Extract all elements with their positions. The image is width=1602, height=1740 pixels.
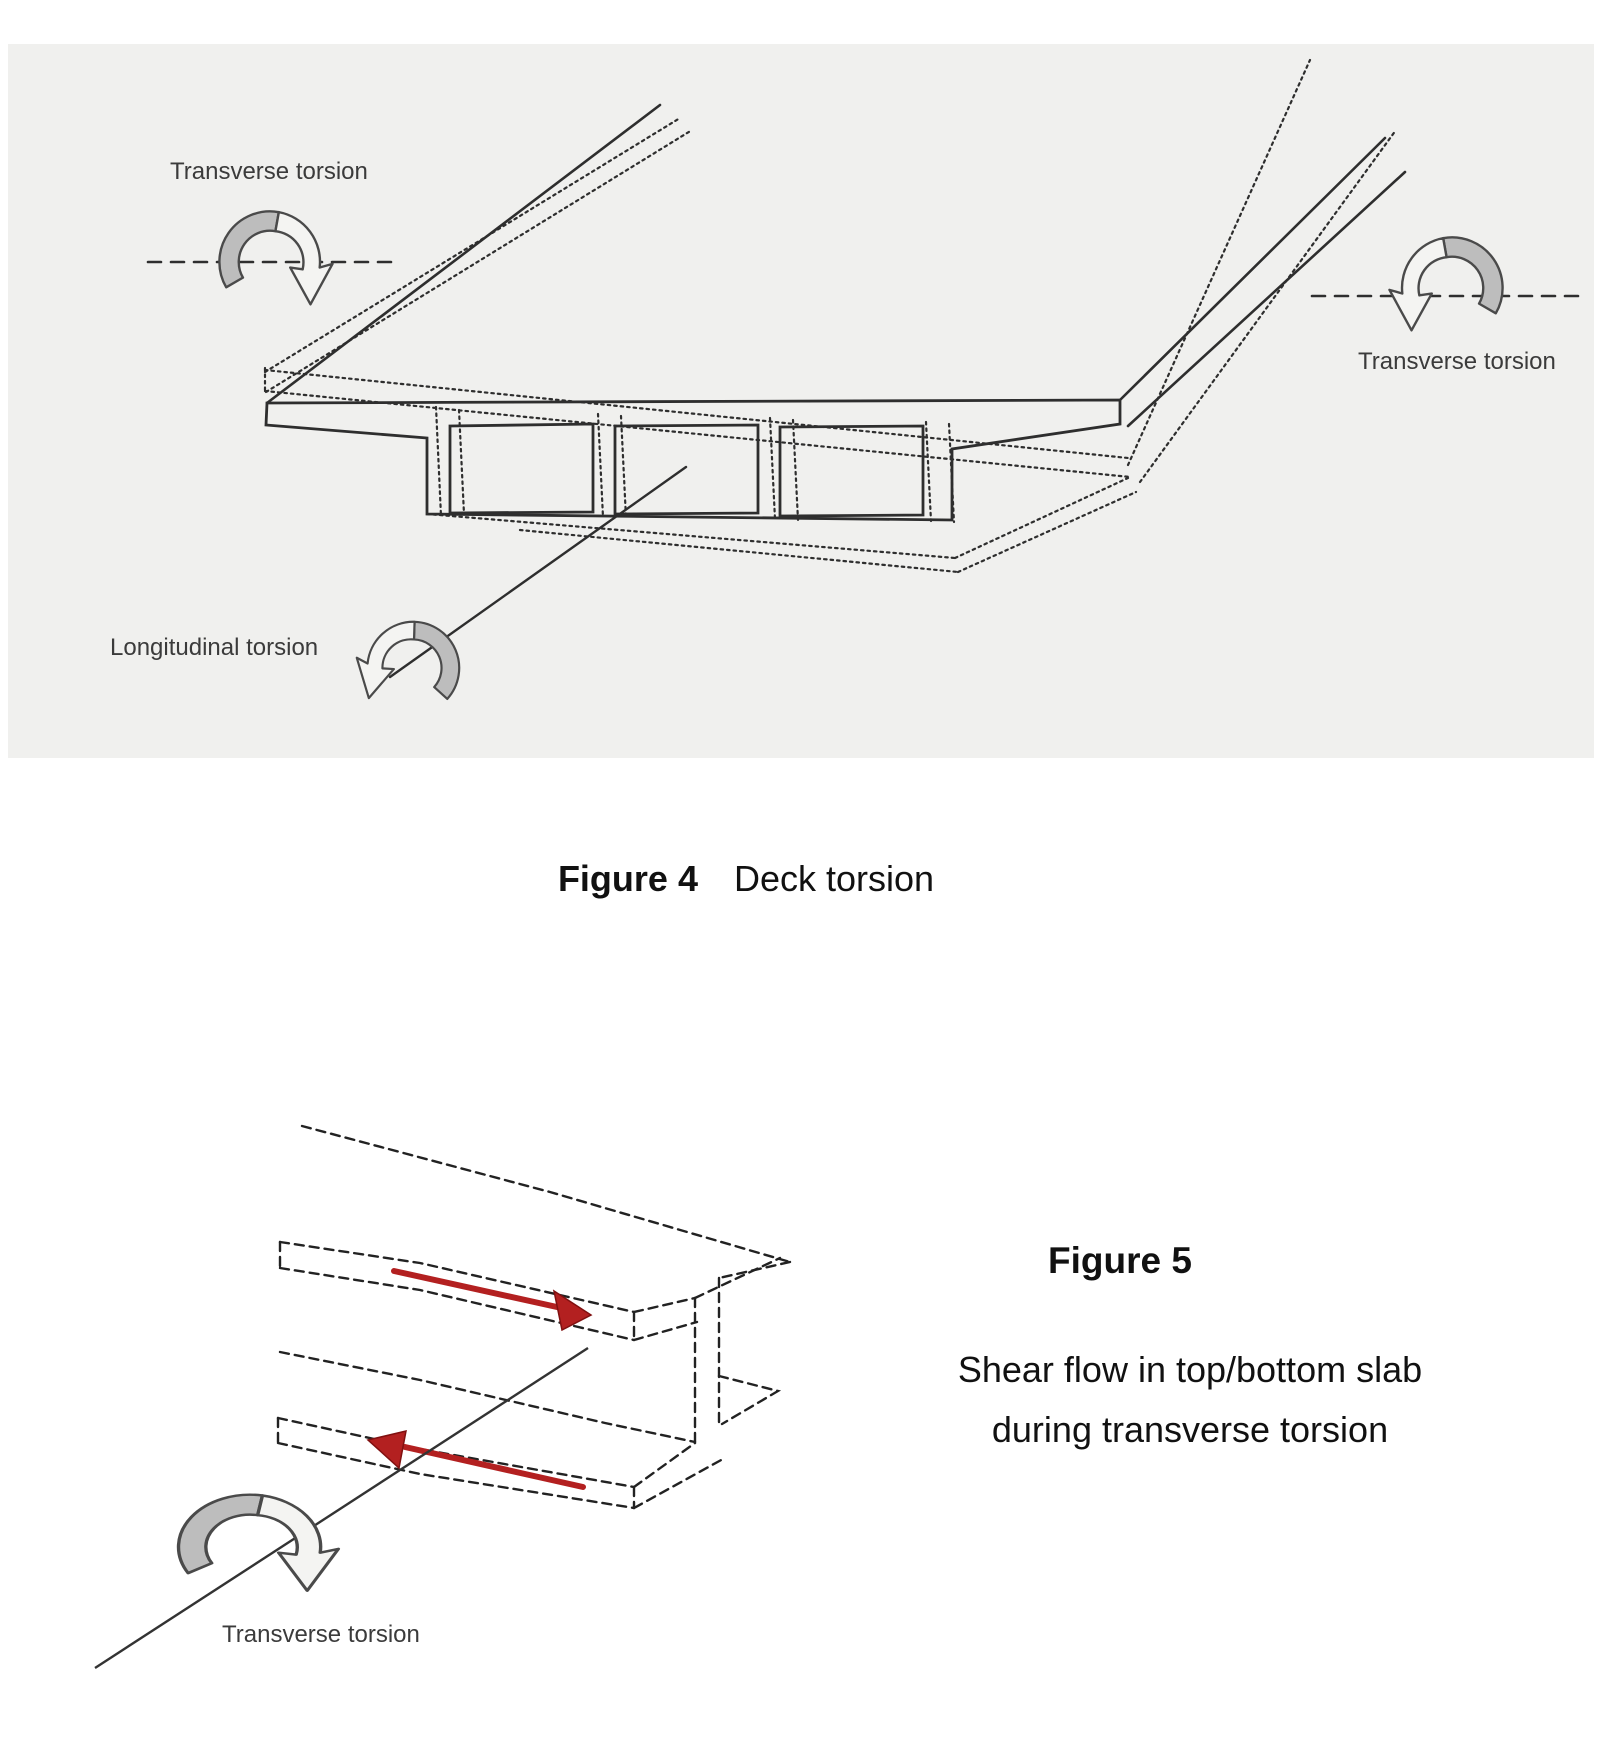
deck-twisted-dotted-copy bbox=[265, 368, 1136, 572]
right-transverse-torsion-arrow-icon bbox=[1389, 237, 1502, 330]
figure5-caption-number: Figure 5 bbox=[1048, 1240, 1192, 1281]
figure4-caption-number: Figure 4 bbox=[557, 858, 698, 899]
figure4-caption bbox=[0, 858, 1547, 900]
deck-edge-lines-right bbox=[1120, 60, 1405, 482]
deck-cross-section bbox=[266, 400, 1120, 520]
figure4-longitudinal-torsion-label: Longitudinal torsion bbox=[110, 634, 319, 661]
bottom-flange-dashed bbox=[278, 1352, 778, 1508]
figure4-right-transverse-torsion-label: Transverse torsion bbox=[1358, 348, 1556, 375]
figure5-transverse-torsion-arrow-icon bbox=[179, 1495, 339, 1591]
web-dashed bbox=[695, 1278, 719, 1442]
figure5-girder-drawing bbox=[278, 1126, 790, 1508]
figure4-left-transverse-torsion-label: Transverse torsion bbox=[170, 158, 368, 185]
top-slab-shear-arrowhead-icon bbox=[554, 1291, 591, 1330]
bottom-slab-shear-arrowhead-icon bbox=[368, 1431, 406, 1468]
top-flange-dashed bbox=[280, 1126, 790, 1340]
figure5-caption-line1: Shear flow in top/bottom slab bbox=[957, 1349, 1423, 1390]
figure4-caption-title: Deck torsion bbox=[733, 858, 935, 899]
figure5-caption-title bbox=[880, 1340, 1500, 1460]
deck-edge-lines-left bbox=[265, 105, 692, 403]
figure5-transverse-torsion-label: Transverse torsion bbox=[222, 1621, 420, 1648]
figure5-torsion-axis-line bbox=[95, 1348, 588, 1668]
bottom-slab-shear-arrow bbox=[405, 1447, 583, 1487]
deck-cell-1 bbox=[450, 424, 593, 513]
deck-cell-3 bbox=[780, 426, 923, 516]
figure5-caption-line2: during transverse torsion bbox=[991, 1409, 1389, 1450]
figure5-caption-block bbox=[880, 1240, 1500, 1460]
left-transverse-torsion-arrow-icon bbox=[219, 211, 332, 304]
